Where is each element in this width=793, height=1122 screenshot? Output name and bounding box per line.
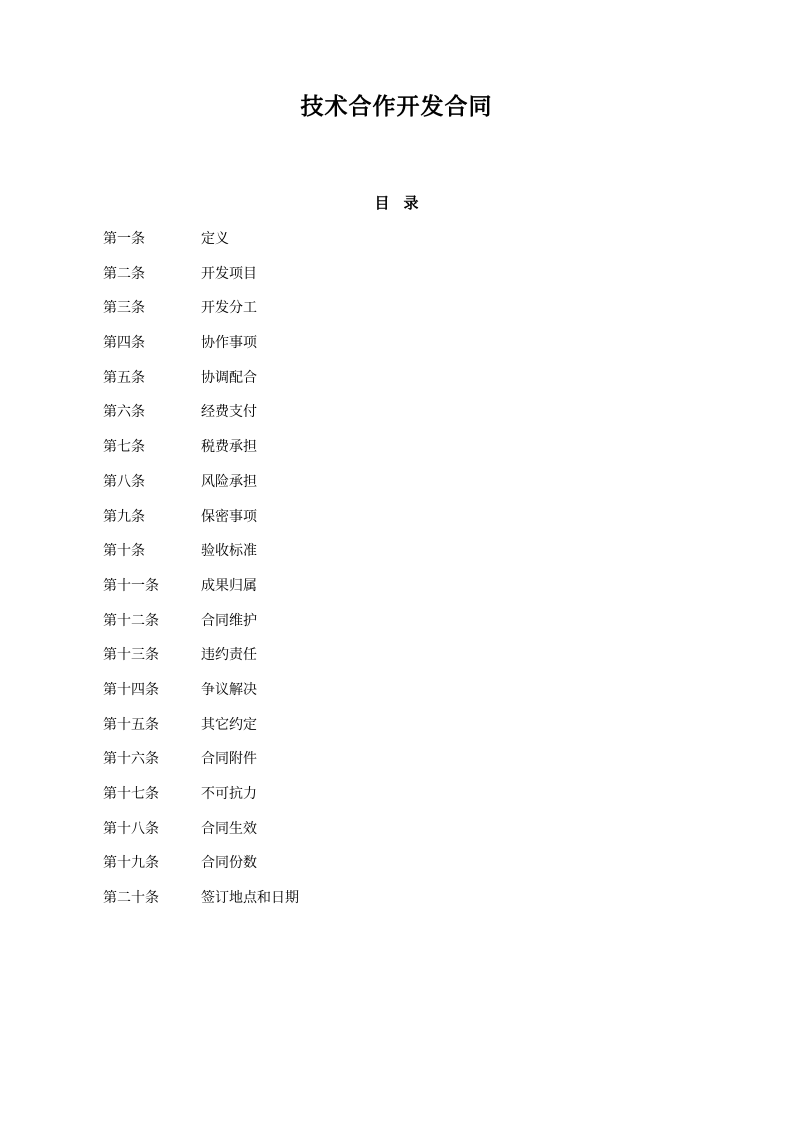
toc-list: [103, 228, 299, 922]
toc-item: [103, 783, 299, 818]
toc-item-number: 第五条: [103, 369, 145, 386]
toc-heading-right: 录: [403, 194, 419, 212]
toc-item-number: 第三条: [103, 300, 145, 317]
toc-item-label: 合同附件: [201, 751, 257, 768]
toc-heading: [0, 192, 793, 214]
toc-item-label: 协调配合: [201, 369, 257, 386]
toc-item-number: 第二十条: [103, 890, 159, 907]
toc-item-label: 不可抗力: [201, 786, 257, 802]
toc-item-number: 第十三条: [103, 647, 159, 664]
toc-item-number: 第十八条: [103, 820, 159, 837]
toc-item: [103, 228, 299, 263]
toc-item-label: 保密事项: [201, 508, 257, 525]
toc-item-label: 经费支付: [201, 404, 257, 421]
toc-item-label: 定义: [201, 231, 229, 247]
toc-item: [103, 818, 299, 853]
toc-item-label: 合同份数: [201, 855, 257, 872]
toc-item: [103, 263, 299, 298]
toc-item: [103, 367, 299, 402]
toc-item-number: 第十五条: [103, 716, 159, 733]
toc-item: [103, 610, 299, 645]
toc-item-label: 成果归属: [201, 577, 257, 594]
toc-item: [103, 506, 299, 541]
toc-item-label: 签订地点和日期: [201, 890, 299, 907]
toc-item-label: 合同维护: [201, 612, 257, 629]
toc-item-number: 第十二条: [103, 612, 159, 629]
toc-item: [103, 540, 299, 575]
toc-item: [103, 852, 299, 887]
toc-item: [103, 401, 299, 436]
toc-item-number: 第七条: [103, 439, 145, 456]
toc-item: [103, 297, 299, 332]
toc-item-label: 合同生效: [201, 820, 257, 837]
toc-item-label: 违约责任: [201, 647, 257, 664]
toc-item: [103, 436, 299, 471]
toc-item-number: 第九条: [103, 508, 145, 525]
toc-item-number: 第十一条: [103, 577, 159, 594]
toc-item-label: 开发分工: [201, 300, 257, 317]
toc-item-number: 第四条: [103, 335, 145, 352]
toc-item: [103, 471, 299, 506]
toc-item-number: 第一条: [103, 231, 145, 247]
toc-item-number: 第六条: [103, 404, 145, 421]
toc-item-number: 第八条: [103, 473, 145, 490]
toc-item-number: 第十条: [103, 543, 145, 560]
toc-heading-left: 目: [374, 194, 390, 212]
toc-item-label: 验收标准: [201, 543, 257, 560]
toc-item-number: 第十七条: [103, 786, 159, 802]
toc-item: [103, 644, 299, 679]
toc-item-number: 第十四条: [103, 681, 159, 698]
toc-item-number: 第十九条: [103, 855, 159, 872]
toc-item: [103, 575, 299, 610]
toc-item-label: 税费承担: [201, 439, 257, 456]
toc-item: [103, 332, 299, 367]
toc-item: [103, 748, 299, 783]
toc-item: [103, 679, 299, 714]
toc-item-label: 风险承担: [201, 473, 257, 490]
document-title: 技术合作开发合同: [300, 93, 493, 120]
toc-item: [103, 714, 299, 749]
toc-item-label: 其它约定: [201, 716, 257, 733]
toc-item-label: 开发项目: [201, 265, 257, 282]
toc-item: [103, 887, 299, 922]
toc-item-number: 第二条: [103, 265, 145, 282]
toc-item-label: 协作事项: [201, 335, 257, 352]
toc-item-label: 争议解决: [201, 681, 257, 698]
toc-item-number: 第十六条: [103, 751, 159, 768]
